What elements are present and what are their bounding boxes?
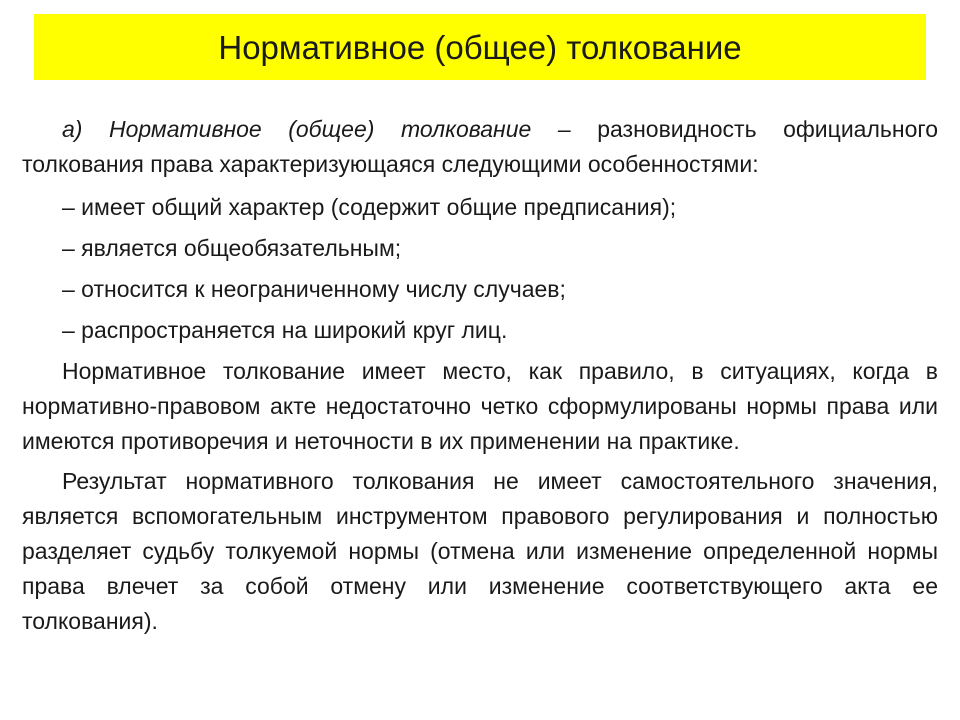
slide-title: Нормативное (общее) толкование xyxy=(218,28,742,66)
intro-paragraph xyxy=(22,112,938,182)
feature-item: – относится к неограниченному числу случаев; xyxy=(62,276,566,302)
paragraph-application: Нормативное толкование имеет место, как правило, в ситуациях, когда в нормативно-правовом акте недостаточно четко сформулированы нормы права или имеются противоречия и неточности в их применении на практике. xyxy=(22,358,938,454)
feature-item: – распространяется на широкий круг лиц. xyxy=(62,317,508,343)
slide-title-bar xyxy=(34,14,926,80)
slide-content xyxy=(22,112,938,644)
intro-dash: – xyxy=(557,116,571,142)
paragraph-result: Результат нормативного толкования не имеет самостоятельного значения, является вспомогательным инструментом правового регулирования и полностью разделяет судьбу толкуемой нормы (отмена или изменение определенной нормы права влечет за собой отмену или изменение соответствующего акта ее толкования). xyxy=(22,468,938,634)
feature-item: – имеет общий характер (содержит общие предписания); xyxy=(62,194,677,220)
feature-item: – является общеобязательным; xyxy=(62,235,402,261)
intro-rest: разновидность официального толкования права характеризующаяся следующими особенностями: xyxy=(22,116,939,177)
intro-marker: а) xyxy=(62,116,83,142)
intro-term: Нормативное (общее) толкование xyxy=(109,116,532,142)
